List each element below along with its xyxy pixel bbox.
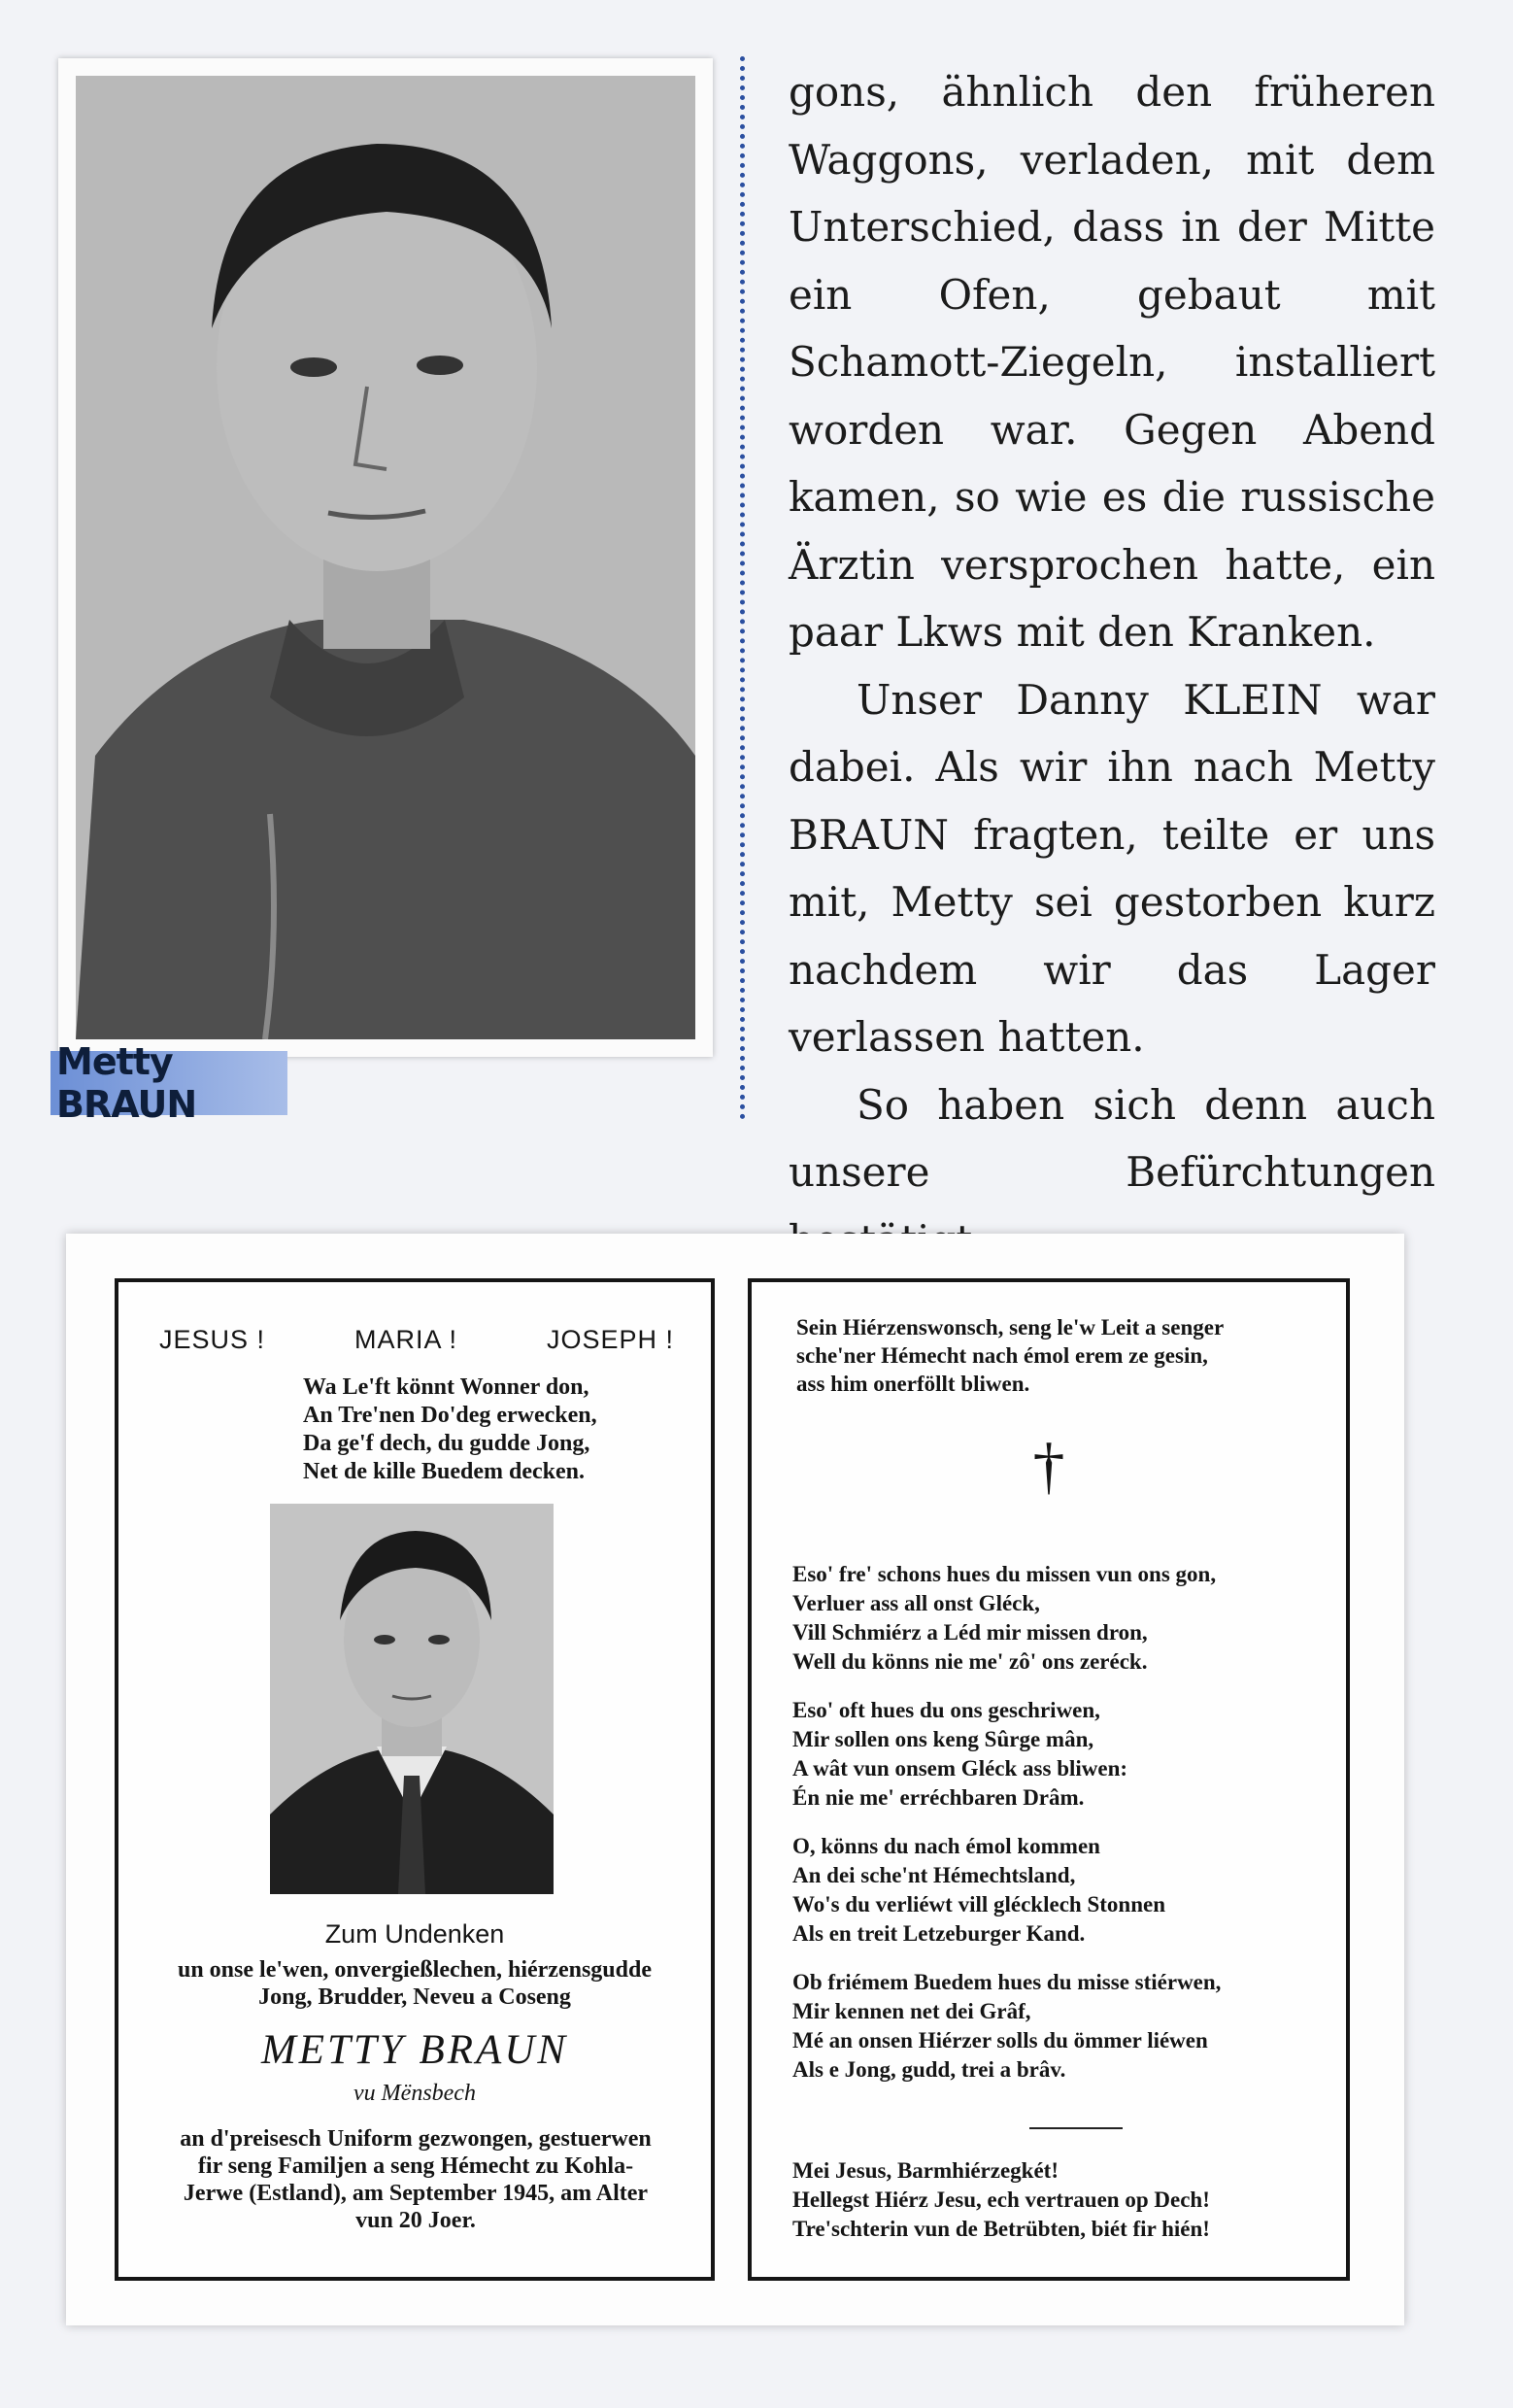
stanza-line: Én nie me' erréchbaren Drâm.: [792, 1785, 1085, 1810]
in-memory-subtitle: [148, 1956, 682, 2011]
deceased-name: METTY BRAUN: [260, 2027, 569, 2073]
portrait-illustration: [76, 76, 695, 1039]
wish-text: [796, 1313, 1321, 1398]
stanza-line: Eso' fre' schons hues du missen vun ons gon,: [792, 1562, 1217, 1586]
separator-line: [1029, 2127, 1123, 2129]
stanza-line: Ob friémem Buedem hues du misse stiérwen,: [792, 1970, 1222, 1994]
memorial-card: [66, 1234, 1404, 2325]
stanza-3: [792, 1832, 1327, 1949]
verse-line: Net de kille Buedem decken.: [303, 1459, 585, 1484]
name-maria: MARIA !: [353, 1325, 458, 1354]
name-joseph: JOSEPH !: [546, 1325, 674, 1354]
obituary-line: an d'preisesch Uniform gezwongen, gestuerwen: [180, 2126, 652, 2152]
stanza-line: Mir sollen ons keng Sûrge mân,: [792, 1727, 1094, 1751]
stanza-1: [792, 1560, 1327, 1677]
portrait-photo-frame: [58, 58, 713, 1057]
stanza-line: Als en treit Letzeburger Kand.: [792, 1921, 1086, 1946]
stanza-line: O, könns du nach émol kommen: [792, 1834, 1100, 1858]
stanza-line: Well du könns nie me' zô' ons zeréck.: [792, 1649, 1148, 1674]
article-text: [789, 58, 1435, 1273]
stanza-line: An dei sche'nt Hémechtsland,: [792, 1863, 1076, 1887]
wish-line: sche'ner Hémecht nach émol erem ze gesin,: [796, 1343, 1208, 1368]
wish-line: Sein Hiérzenswonsch, seng le'w Leit a senger: [796, 1315, 1225, 1340]
deceased-origin: vu Mënsbech: [353, 2081, 476, 2106]
card-right-panel: [748, 1278, 1350, 2281]
prayer-line: Mei Jesus, Barmhiérzegkét!: [792, 2158, 1059, 2183]
cross-icon: †: [1032, 1431, 1065, 1502]
subtitle-line: Jong, Brudder, Neveu a Coseng: [258, 1984, 571, 2010]
paragraph-1: gons, ähnlich den früheren Waggons, verladen, mit dem Unterschied, dass in der Mitte ein Ofen, gebaut mit Schamott-Ziegeln, installiert worden war. Gegen Abend kamen, so wie es die russische Ärztin versprochen hatte, ein paar Lkws mit den Kranken.: [789, 68, 1435, 656]
obituary-line: fir seng Familjen a seng Hémecht zu Kohla-: [197, 2154, 634, 2179]
wish-line: ass him onerföllt bliwen.: [796, 1372, 1030, 1396]
card-portrait: [270, 1504, 554, 1894]
paragraph-2: Unser Danny KLEIN war dabei. Als wir ihn nach Metty BRAUN fragten, teilte er uns mit, Metty sei gestorben kurz nachdem wir das Lager verlassen hatten.: [789, 675, 1435, 1061]
opening-verse: [303, 1374, 691, 1486]
verse-line: An Tre'nen Do'deg erwecken,: [303, 1403, 597, 1428]
subtitle-line: un onse le'wen, onvergießlechen, hiérzensgudde: [177, 1957, 652, 1983]
card-left-panel: [115, 1278, 715, 2281]
verse-line: Wa Le'ft könnt Wonner don,: [303, 1374, 589, 1400]
prayer-line: Tre'schterin vun de Betrübten, biét fir hién!: [792, 2217, 1210, 2241]
photo-caption: [50, 1040, 287, 1126]
holy-names: [159, 1325, 674, 1355]
obituary-line: vun 20 Joer.: [355, 2208, 476, 2233]
card-portrait-illustration: [270, 1504, 554, 1894]
stanza-line: Vill Schmiérz a Léd mir missen dron,: [792, 1620, 1148, 1645]
portrait-photo: [76, 76, 695, 1039]
prayer-text: [792, 2156, 1327, 2244]
stanza-line: A wât vun onsem Gléck ass bliwen:: [792, 1756, 1128, 1781]
obituary-text: [153, 2125, 678, 2234]
prayer-line: Hellegst Hiérz Jesu, ech vertrauen op Dech!: [792, 2188, 1210, 2212]
in-memory-heading: Zum Undenken: [324, 1919, 505, 1949]
caption-text: Metty BRAUN: [56, 1040, 197, 1126]
stanza-line: Mir kennen net dei Grâf,: [792, 1999, 1031, 2023]
dotted-divider: [740, 56, 745, 1120]
stanza-line: Mé an onsen Hiérzer solls du ömmer liéwen: [792, 2028, 1208, 2052]
stanza-line: Eso' oft hues du ons geschriwen,: [792, 1698, 1100, 1722]
obituary-line: Jerwe (Estland), am September 1945, am Alter: [183, 2181, 649, 2206]
name-jesus: JESUS !: [159, 1325, 266, 1354]
verse-line: Da ge'f dech, du gudde Jong,: [303, 1431, 590, 1456]
stanza-line: Verluer ass all onst Gléck,: [792, 1591, 1040, 1615]
stanza-line: Als e Jong, gudd, trei a brâv.: [792, 2057, 1066, 2082]
paragraph-3: So haben sich denn auch unsere Befürchtungen: [789, 1080, 1435, 1196]
stanza-line: Wo's du verliéwt vill glécklech Stonnen: [792, 1892, 1165, 1916]
stanza-2: [792, 1696, 1327, 1813]
stanza-4: [792, 1968, 1327, 2085]
